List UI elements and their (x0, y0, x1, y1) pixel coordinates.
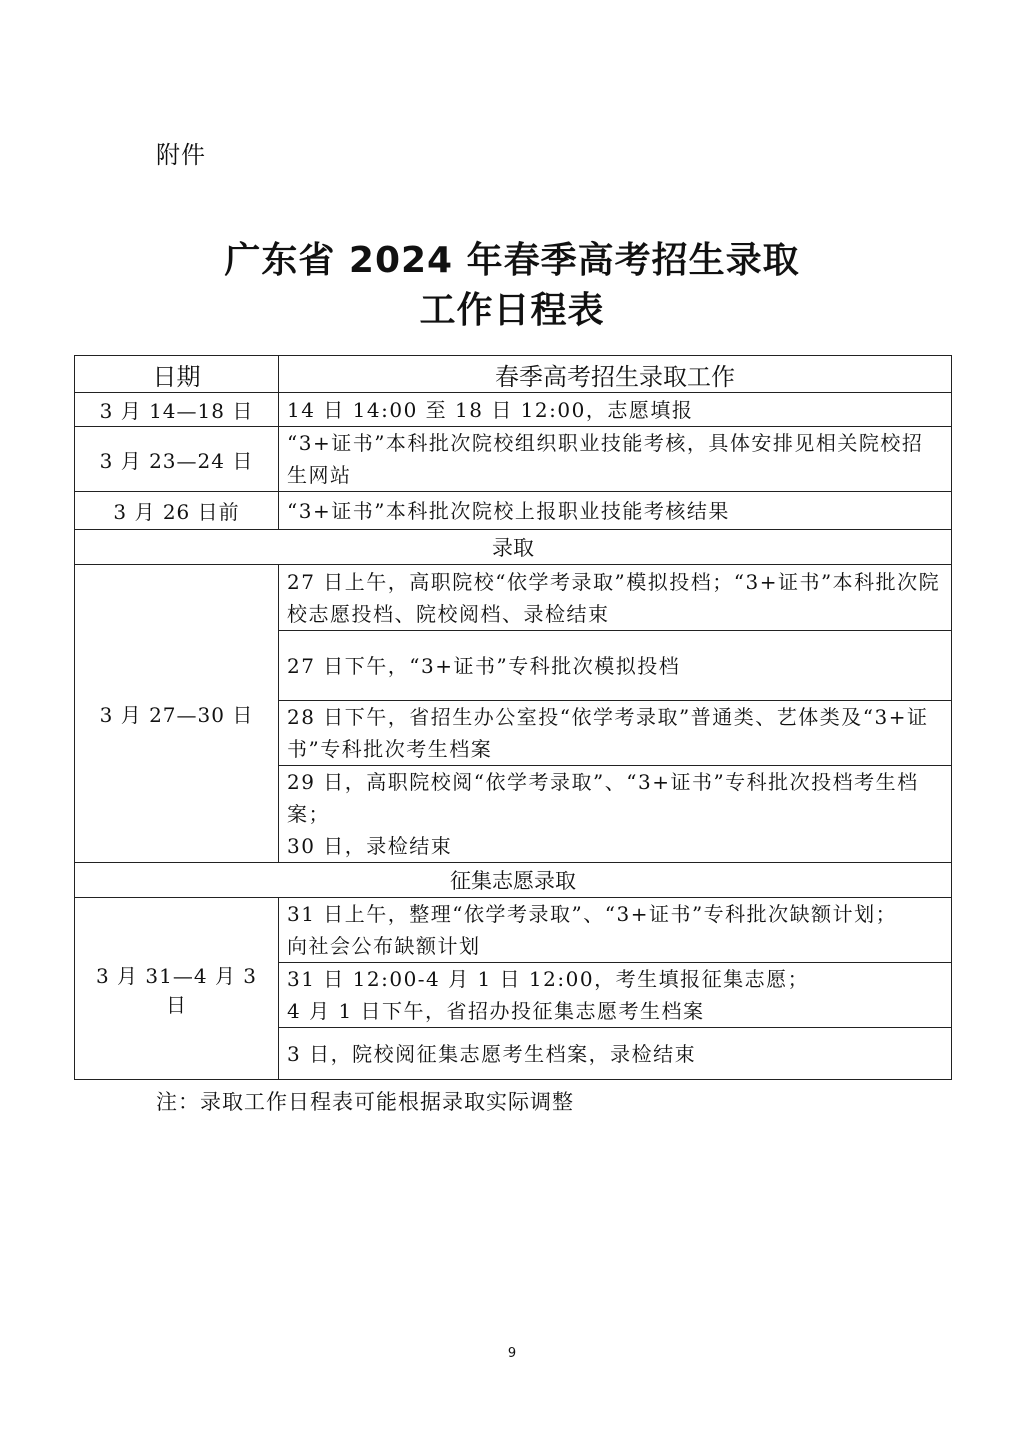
table-header-row (75, 356, 952, 393)
section-row (75, 530, 952, 565)
row-work: 28 日下午，省招生办公室投“依学考录取”普通类、艺体类及“3+证书”专科批次考生档案 (279, 701, 952, 766)
footnote: 注：录取工作日程表可能根据录取实际调整 (156, 1090, 574, 1114)
document-title-line-1: 广东省 2024 年春季高考招生录取 (224, 240, 800, 281)
page-number: 9 (507, 1346, 517, 1361)
row-work (279, 898, 952, 963)
work-line: 29 日，高职院校阅“依学考录取”、“3+证书”专科批次投档考生档案； (287, 770, 919, 826)
header-date: 日期 (75, 356, 279, 393)
row-work: “3+证书”本科批次院校组织职业技能考核，具体安排见相关院校招生网站 (279, 427, 952, 492)
work-line: 4 月 1 日下午，省招办投征集志愿考生档案 (287, 999, 705, 1023)
section-title-admission: 录取 (75, 530, 952, 565)
attachment-label: 附件 (156, 141, 206, 169)
table-row (75, 898, 952, 963)
row-date: 3 月 26 日前 (75, 492, 279, 530)
section-title-supplementary: 征集志愿录取 (75, 863, 952, 898)
row-date: 3 月 31—4 月 3 日 (75, 898, 279, 1080)
table-row (75, 393, 952, 427)
row-work: 3 日，院校阅征集志愿考生档案，录检结束 (279, 1028, 952, 1080)
schedule-table (74, 355, 952, 1080)
row-work: “3+证书”本科批次院校上报职业技能考核结果 (279, 492, 952, 530)
work-line: 30 日，录检结束 (287, 834, 453, 858)
work-line: 向社会公布缺额计划 (287, 934, 481, 958)
section-row (75, 863, 952, 898)
document-title-line-2: 工作日程表 (419, 290, 605, 331)
row-work: 14 日 14:00 至 18 日 12:00，志愿填报 (279, 393, 952, 427)
row-date: 3 月 27—30 日 (75, 565, 279, 863)
header-work: 春季高考招生录取工作 (279, 356, 952, 393)
work-line: 31 日上午，整理“依学考录取”、“3+证书”专科批次缺额计划； (287, 902, 898, 926)
row-date: 3 月 14—18 日 (75, 393, 279, 427)
table-row (75, 565, 952, 631)
work-line: 31 日 12:00-4 月 1 日 12:00，考生填报征集志愿； (287, 967, 810, 991)
table-row (75, 492, 952, 530)
row-work (279, 766, 952, 863)
table-row (75, 427, 952, 492)
row-work (279, 963, 952, 1028)
row-work: 27 日上午，高职院校“依学考录取”模拟投档；“3+证书”本科批次院校志愿投档、院校阅档、录检结束 (279, 565, 952, 631)
row-date: 3 月 23—24 日 (75, 427, 279, 492)
row-work: 27 日下午，“3+证书”专科批次模拟投档 (279, 631, 952, 701)
